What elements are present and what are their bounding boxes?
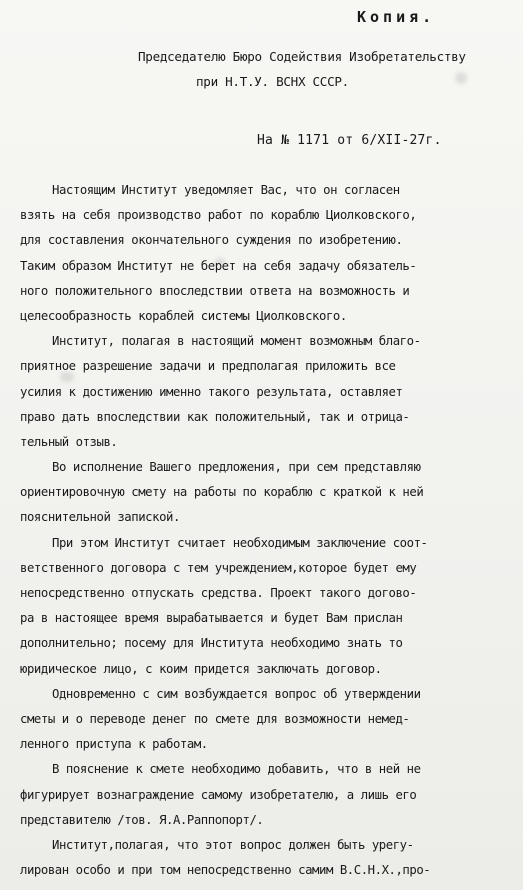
text-line: Настоящим Институт уведомляет Вас, что он согласен (52, 183, 400, 197)
text-line: сметы и о переводе денег по смете для возможности немед- (20, 711, 410, 726)
text-line: фигурирует вознаграждение самому изобретателю, а лишь его (20, 787, 417, 802)
addressee-block (138, 44, 508, 94)
text-line: тельный отзыв. (20, 434, 118, 449)
text-line: ленного приступа к работам. (20, 737, 208, 752)
text-line: В пояснение к смете необходимо добавить, что в ней не (52, 762, 421, 777)
addressee-line: при Н.Т.У. ВСНХ СССР. (196, 74, 349, 89)
text-line: приятное разрешение задачи и предполагая приложить все (20, 359, 396, 374)
text-line: ного положительного впоследствии ответа на возможность и (20, 283, 410, 298)
text-line: Институт,полагая, что этот вопрос должен быть урегу- (52, 837, 414, 852)
text-line: Институт, полагая в настоящий момент возможным благо- (52, 334, 421, 349)
reference-number: На № 1171 от 6/XII-27г. (257, 133, 442, 148)
text-line: Таким образом Институт не берет на себя задачу обязатель- (20, 258, 417, 273)
text-line: дополнительно; посему для Института необходимо знать то (20, 636, 403, 651)
text-line: Одновременно с сим возбуждается вопрос об утверждении (52, 686, 421, 701)
text-line: юридическое лицо, с коим придется заключать договор. (20, 661, 382, 676)
text-line: лирован особо и при том непосредственно самим В.С.Н.Х.,про- (20, 863, 431, 878)
copy-label: Копия. (357, 8, 436, 26)
text-line: для составления окончательного суждения по изобретению. (20, 233, 403, 248)
text-line: ра в настоящее время вырабатывается и будет Вам прислан (20, 611, 403, 626)
text-line: целесообразность кораблей системы Циолковского. (20, 308, 347, 323)
letter-body (20, 178, 496, 883)
text-line: ветственного договора с тем учреждением,которое будет ему (20, 560, 417, 575)
text-line: взять на себя производство работ по кораблю Циолковского, (20, 208, 417, 223)
text-line: усилия к достижению именно такого результата, оставляет (20, 384, 403, 399)
text-line: непосредственно отпускать средства. Проект такого догово- (20, 586, 417, 600)
text-line: При этом Институт считает необходимым заключение соот- (52, 535, 428, 550)
text-line: представителю /тов. Я.А.Раппопорт/. (20, 812, 264, 827)
addressee-line: Председателю Бюро Содействия Изобретательству (138, 49, 466, 64)
text-line: ориентировочную смету на работы по кораблю с краткой к ней (20, 485, 424, 500)
text-line: Во исполнение Вашего предложения, при сем представляю (52, 460, 421, 475)
text-line: пояснительной запиской. (20, 510, 180, 525)
text-line: право дать впоследствии как положительный, так и отрица- (20, 409, 410, 424)
